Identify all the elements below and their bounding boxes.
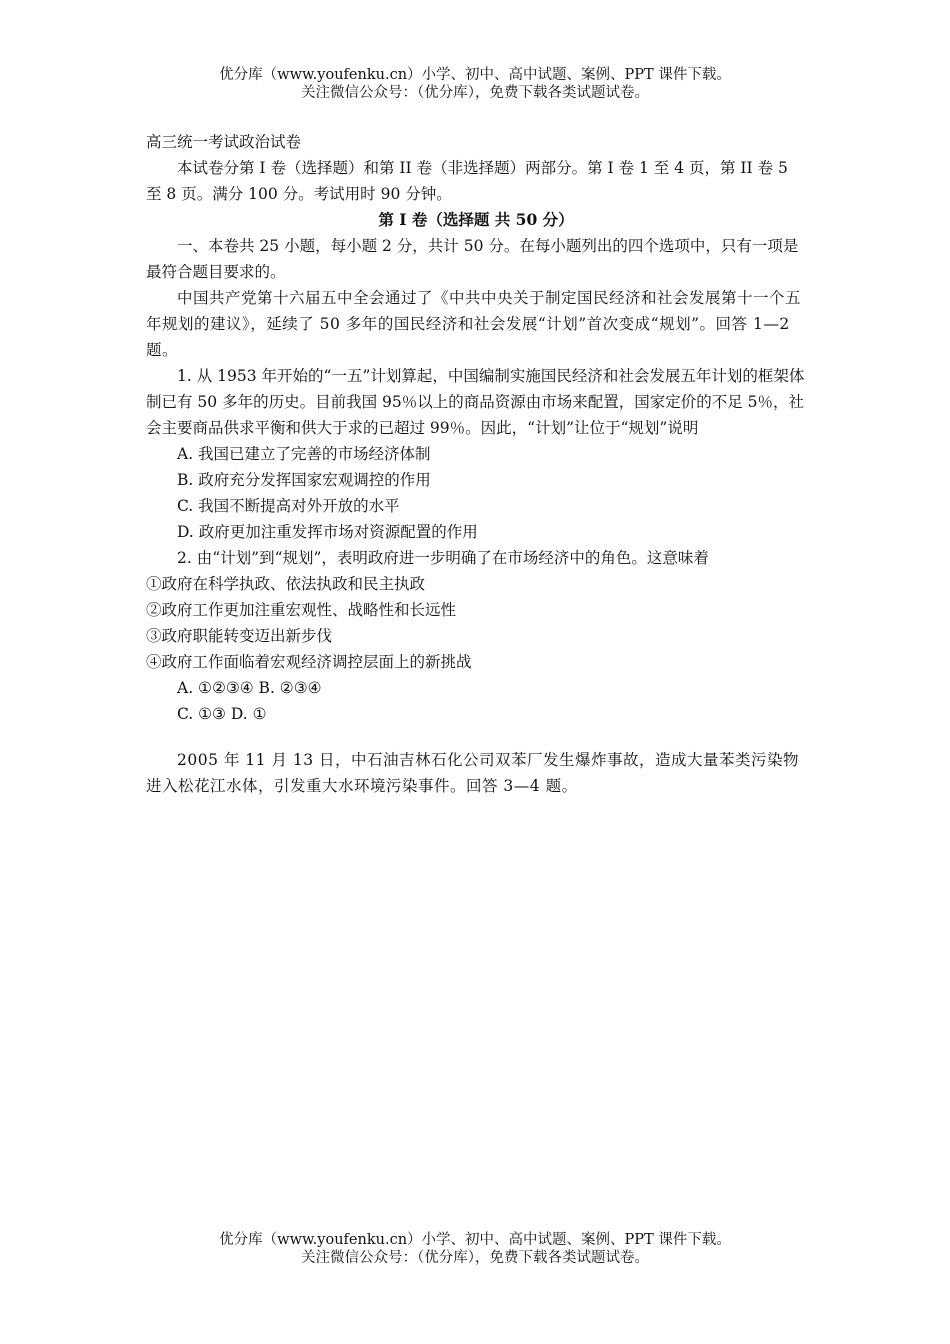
page-header: [0, 66, 950, 102]
section-title: 第 I 卷（选择题 共 50 分）: [378, 210, 574, 229]
exam-intro: 本试卷分第 I 卷（选择题）和第 II 卷（非选择题）两部分。第 I 卷 1 至 4 页，第 II 卷 5 至 8 页。满分 100 分。考试用时 90 分钟。: [146, 159, 788, 203]
question-1-option-b: B. 政府充分发挥国家宏观调控的作用: [177, 471, 431, 489]
material-2: 2005 年 11 月 13 日，中石油吉林石化公司双苯厂发生爆炸事故，造成大量苯类污染物进入松花江水体，引发重大水环境污染事件。回答 3—4 题。: [146, 751, 800, 795]
footer-line-2: 关注微信公众号：（优分库），免费下载各类试题试卷。: [301, 1250, 649, 1266]
section-instruction: 一、本卷共 25 小题，每小题 2 分，共计 50 分。在每小题列出的四个选项中，只有一项是最符合题目要求的。: [146, 237, 799, 281]
question-1-option-a: A. 我国已建立了完善的市场经济体制: [177, 445, 431, 463]
header-line-1: 优分库（www.youfenku.cn）小学、初中、高中试题、案例、PPT 课件下载。: [219, 67, 731, 83]
question-2-statement-1: ①政府在科学执政、依法执政和民主执政: [146, 575, 426, 593]
question-2-options-cd: C. ①③ D. ①: [177, 705, 267, 723]
footer-line-1: 优分库（www.youfenku.cn）小学、初中、高中试题、案例、PPT 课件下载。: [219, 1232, 731, 1248]
question-2-statement-3: ③政府职能转变迈出新步伐: [146, 627, 333, 645]
question-1-option-d: D. 政府更加注重发挥市场对资源配置的作用: [177, 523, 478, 541]
page-footer: [0, 1231, 950, 1267]
document-body: [146, 129, 806, 799]
question-1-stem: 1. 从 1953 年开始的“一五”计划算起，中国编制实施国民经济和社会发展五年计划的框架体制已有 50 多年的历史。目前我国 95％以上的商品资源由市场来配置，国家定价的不足 5％，社会主要商品供求平衡和供大于求的已超过 99％。因此，“计划”让位于“规划”说明: [146, 367, 805, 437]
header-line-2: 关注微信公众号：（优分库），免费下载各类试题试卷。: [301, 85, 649, 101]
exam-title: 高三统一考试政治试卷: [146, 133, 302, 151]
question-2-statement-4: ④政府工作面临着宏观经济调控层面上的新挑战: [146, 653, 472, 671]
question-1-option-c: C. 我国不断提高对外开放的水平: [177, 497, 400, 515]
question-2-options-ab: A. ①②③④ B. ②③④: [177, 679, 322, 697]
question-2-stem: 2. 由“计划”到“规划”，表明政府进一步明确了在市场经济中的角色。这意味着: [177, 549, 709, 567]
material-1: 中国共产党第十六届五中全会通过了《中共中央关于制定国民经济和社会发展第十一个五年规划的建议》，延续了 50 多年的国民经济和社会发展“计划”首次变成“规划”。回答 1—2 题。: [146, 289, 802, 359]
question-2-statement-2: ②政府工作更加注重宏观性、战略性和长远性: [146, 601, 457, 619]
